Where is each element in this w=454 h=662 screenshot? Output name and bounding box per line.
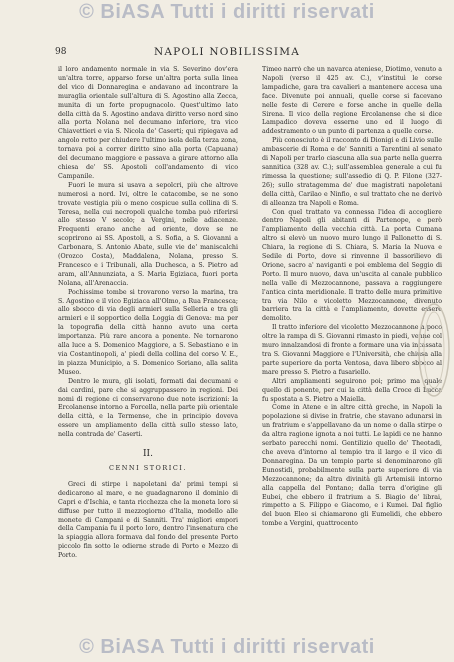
- paragraph: Fuori le mura si usava a sepolcri, più che altrove numerosi a nord. Ivi, oltre le catacombe, se ne sono trovate vestigia più o meno cospicue sulla collina di S. Teresa, nella cui necropoli qualche tomba può riferirsi allo stesso V secolo; a Vergini, nelle adiacenze. Frequenti erano anche ad oriente, dove se ne scoprirono ai SS. Apostoli, a S. Sofia, a S. Giovanni a Carbonara, S. Antonio Abate, sulle vie de' maniscalchi (Orozco Costa), Maddalena, Nolana, presso S. Francesco e i Tribunali, alla Duchesca, a S. Pietro ad aram, all'Annunziata, a S. Maria Egiziaca, fuori porta Nolana, all'Arenaccia.: [58, 181, 238, 287]
- page-number: 98: [55, 47, 67, 57]
- library-stamp-icon: [416, 300, 452, 400]
- paragraph: Dentro le mura, gli isolati, formati dai decumani e dai cardini, pare che si aggruppassero in regioni. Dei nomi di regione ci conservarono due note iscrizioni: la Ercolanense intorno a Forcella, nella parte più orientale della città, e la Termense, che in principio doveva essere un ampliamento della città sullo stesso lato, nella contrada de' Caserti.: [58, 377, 238, 439]
- paragraph: Come in Atene e in altre città greche, in Napoli la popolazione si divise in fratrie, che stavano adunarsi in un fratrium e s'appellavano da un nome o dalla stirpe o da altra ragione ignota a noi tutti. Le lapidi ce ne hanno serbato parecchi nomi. Gentilizio quello de' Theotadi, che aveva d'intorno al tempio tra il largo e il vico di Donnaregina. Da un tempio parte si denominarono gli Eunostidi, probabilmente sulla parte superiore di via Mezzocannone; da altra divinità gli Artemisii intorno alla cappella del Pontano; dalla terra d'origine gli Eubei, che ebbero il fratrium a S. Biagio de' librai, rimpetto a S. Filippo e Giacomo, e i Kumei. Dal figlio del buon Eleo si chiamarono gli Eumelidi, che ebbero tombe a Vergini, quattrocento: [262, 404, 442, 528]
- paragraph: Il tratto inferiore del vicoletto Mezzocannone a poco oltre la rampa di S. Giovanni rimasto in piedi, venne col muro innalzandosi di fronte a formare una via incassata tra S. Giovanni Maggiore e l'Università, che chiusa alla parte superiore da porta Ventosa, dava libero sbocco al mare presso S. Pietro a fusariello.: [262, 324, 442, 376]
- paragraph: Altri ampliamenti seguirono poi; primo ma quale quello di ponente, per cui la città della Croce di Lucca fu spostata a S. Pietro a Maiella.: [262, 377, 442, 403]
- section-number: II.: [143, 449, 153, 460]
- right-text-column: [262, 66, 442, 626]
- section-title: CENNI STORICI.: [109, 463, 187, 472]
- paragraph: Pochissime tombe si trovarono verso la marina, tra S. Agostino e il vico Egiziaca all'Olmo, a Rua Francesca; allo sbocco di via degli armieri sulla Selleria e tra gli armieri e il sopportico della Loggia di Genova: ma per la topografia della città hanno avuto una certa importanza. Più rare ancora a ponente. Ne tornarono alla luce a S. Domenico Maggiore, a S. Sebastiano e in via Costantinopoli, a' piedi della collina del corso V. E., in piazza Municipio, a S. Domenico Soriano, alla salita Museo.: [58, 288, 238, 376]
- copyright-watermark-top: © BiASA Tutti i diritti riservati: [79, 1, 375, 23]
- paragraph: Più conosciuto è il racconto di Dionigi e di Livio sulle ambascerie di Roma e de' Sanniti a Tarentini al senato di Napoli per trarlo ciascuna alla sua parte nella guerra sannitica (328 av. C.); sull'assemblea generale a cui fu rimessa la questione; sull'assedio di Q. P. Filone (327-26); sullo stratagemma de' due magistrati napoletani della città, Carilao e Ninfio, e sul trattato che ne derivò di alleanza tra Napoli e Roma.: [262, 137, 442, 207]
- paragraph: Greci di stirpe i napoletani da' primi tempi si dedicarono al mare, e ne guadagnarono il dominio di Capri e d'Ischia, e tanta ricchezza che la moneta loro si diffuse per tutto il mezzogiorno d'Italia, modello alle monete di Campani e di Sanniti. Tra' migliori empori della Campania fu il porto loro, dentro l'insenatura che la spiaggia allora formava dal fondo del presente Porto piccolo fin sotto le odierne strade di Porto e Mezzo di Porto.: [58, 480, 238, 560]
- running-head-title: NAPOLI NOBILISSIMA: [154, 46, 300, 58]
- left-text-column: [58, 66, 238, 626]
- paragraph: Timeo narrò che un navarca ateniese, Diotimo, venuto a Napoli (verso il 425 av. C.), v'instituì le corse lampadiche, gara tra cavalieri a mantenere accesa una face. Divenute poi annuali, quelle corse si facevano nelle feste di Cerere e forse anche in quelle della Sirena. Il vico della regione Ercolanense che si dice Lampadico doveva esserne uno ed il luogo di addestramento o un punto di partenza a quelle corse.: [262, 66, 442, 136]
- paragraph: Con quel trattato va connessa l'idea di accogliere dentro Napoli gli abitanti di Partenope, e però l'ampliamento della vecchia città. La porta Cumana altro si elevò un nuovo muro lungo il Pallonetto di S. Chiara, la regione di S. Chiara, S. Maria la Nuova e Sedile di Porto, dove si rinvenne il bassorilievo di Orione, sacro a' naviganti e poi emblema del Seggio di Porto. Il muro nuovo, dava un'uscita al canale pubblico nella valle di Mezzocannone, passava a raggiungere l'antica cinta meridionale. Il tratto delle mura primitive tra via Nilo e vicoletto Mezzocannone, divenuto barriera tra la città e l'ampliamento, dovette essere demolito.: [262, 208, 442, 323]
- paragraph: il loro andamento normale in via S. Severino dov'era un'altra torre, apparso forse un'altra porta sulla linea del vico di Donnaregina e andavano ad incontrare la muraglia orientale sull'altura di S. Agostino alla Zecca, munita di un forte propugnacolo. Quest'ultimo lato della città da S. Agostino andava diritto verso nord sino alla porta Nolana nel decumano inferiore, tra vico Chiavettieri e via S. Nicola de' Caserti; qui ripiegava ad angolo retto per chiudere l'ultimo isola della terza zona, tornava poi a correr diritto sino alla porta (Capuana) del decumano maggiore e passava a girare attorno alla chiesa de' SS. Apostoli coll'andamento di vico Campanile.: [58, 66, 238, 180]
- copyright-watermark-bottom: © BiASA Tutti i diritti riservati: [79, 636, 375, 658]
